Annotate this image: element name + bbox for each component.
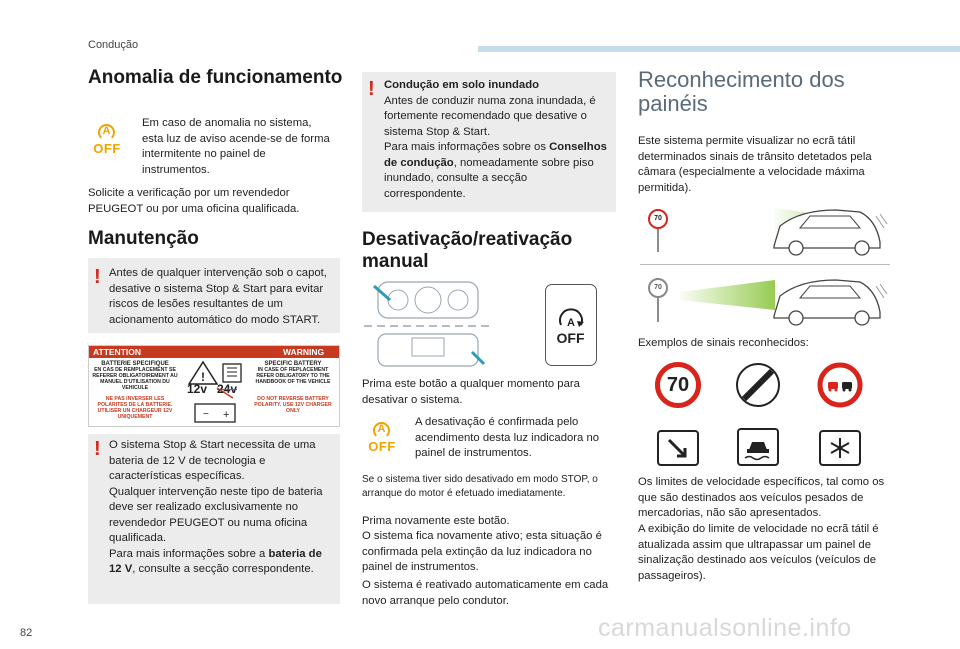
battery-warning-box xyxy=(88,434,340,604)
anomalia-indicator-text: Em caso de anomalia no sistema, esta luz de aviso acende-se de forma intermitente no painel de instrumentos. xyxy=(142,117,330,176)
label-left-body: EN CAS DE REMPLACEMENT SE REFERER OBLIGATOIREMENT AU MANUEL D'UTILISATION DU VEHICULE xyxy=(92,367,178,391)
manutencao-title: Manutenção xyxy=(88,228,199,249)
svg-text:A: A xyxy=(567,317,575,329)
stop-start-button[interactable] xyxy=(545,284,597,366)
section-label: Condução xyxy=(88,39,139,51)
examples-label: Exemplos de sinais reconhecidos: xyxy=(638,337,809,349)
flood-p1: Antes de conduzir numa zona inundada, é fortemente recomendado que desative o sistema Stop & Start. xyxy=(384,94,596,138)
desativacao-p1: Prima este botão a qualquer momento para desativar o sistema. xyxy=(362,378,580,406)
flood-warning-box xyxy=(362,72,616,212)
exit-arrow-sign-icon xyxy=(657,430,699,466)
reconhecimento-p1: Os limites de velocidade específicos, tal como os que são destinados aos veículos pesados de mercadorias, não são apresentados. xyxy=(638,476,885,519)
battery-warning-p2: Qualquer intervenção neste tipo de bateria deve ser realizado exclusivamente no revendedor PEUGEOT ou numa oficina qualificada. xyxy=(109,485,323,544)
label-left-bottom: NE PAS INVERSER LES POLARITES DE LA BATTERIE. UTILISER UN CHARGEUR 12V UNIQUEMENT xyxy=(97,396,173,420)
label-right-body: IN CASE OF REPLACEMENT REFER OBLIGATORY TO THE HANDBOOK OF THE VEHICLE xyxy=(255,367,331,385)
desativacao-p3: O sistema fica novamente ativo; esta situação é confirmada pela extinção da luz indicadora no painel de instrumentos. xyxy=(362,530,602,573)
desativacao-indicator-text: A desativação é confirmada pelo acendimento desta luz indicadora no painel de instrumentos. xyxy=(415,416,600,459)
reconhecimento-intro: Este sistema permite visualizar no ecrã tátil determinados sinais de trânsito detetados pela câmara (especialmente a velocidade máxima permitida). xyxy=(638,135,872,194)
flood-title: Condução em solo inundado xyxy=(384,79,540,91)
speed-sign-top: 70 xyxy=(648,209,668,229)
label-warning: WARNING xyxy=(283,347,325,357)
reconhecimento-p2: A exibição do limite de velocidade no ecrã tátil é atualizada assim que ultrapassar um painel de sinalização destinado aos veículos (veículos de passageiros). xyxy=(638,523,879,582)
battery-label-image xyxy=(88,345,340,427)
manutencao-warning-box xyxy=(88,258,340,333)
desativacao-small-note: Se o sistema tiver sido desativado em modo STOP, o arranque do motor é efetuado imediatamente. xyxy=(362,474,598,499)
no-overtaking-sign-icon xyxy=(817,362,863,408)
speed-limit-sign-icon: 70 xyxy=(655,362,701,408)
svg-text:−: − xyxy=(203,409,209,420)
snowflake-sign-icon xyxy=(819,430,861,466)
a-off-indicator-icon: A OFF xyxy=(93,125,121,156)
desativacao-title: Desativação/reativação manual xyxy=(362,229,573,272)
label-12v: 12v xyxy=(187,382,208,396)
header-bar xyxy=(478,46,960,52)
label-attention: ATTENTION xyxy=(93,347,142,357)
a-off-indicator-icon: A OFF xyxy=(368,423,396,454)
dashboard-illustration xyxy=(364,280,494,370)
wet-road-sign-icon xyxy=(737,428,779,466)
car-sign-illustration-bottom xyxy=(640,268,888,328)
exclamation-icon: ! xyxy=(94,266,101,288)
page-number: 82 xyxy=(20,627,33,639)
desativacao-p2: Prima novamente este botão. xyxy=(362,515,510,527)
label-24v: 24v xyxy=(217,382,238,396)
reconhecimento-title: Reconhecimento dos painéis xyxy=(638,67,845,116)
flood-p2: Para mais informações sobre os Conselhos de condução, nomeadamente sobre piso inundado, consulte a secção correspondente. xyxy=(384,141,607,200)
label-left-title: BATTERIE SPECIFIQUE xyxy=(101,361,169,367)
svg-text:+: + xyxy=(223,409,230,421)
end-of-restriction-sign-icon xyxy=(735,362,781,408)
svg-text:!: ! xyxy=(201,370,205,384)
anomalia-text: Solicite a verificação por um revendedor PEUGEOT ou por uma oficina qualificada. xyxy=(88,187,300,215)
battery-warning-p1: O sistema Stop & Start necessita de uma bateria de 12 V de tecnologia e características específicas. xyxy=(109,439,316,482)
battery-warning-p3: Para mais informações sobre a bateria de 12 V, consulte a secção correspondente. xyxy=(109,547,322,575)
label-right-title: SPECIFIC BATTERY xyxy=(264,361,322,367)
exclamation-icon: ! xyxy=(368,78,375,100)
anomalia-title: Anomalia de funcionamento xyxy=(88,67,343,88)
button-off-label: OFF xyxy=(556,330,585,346)
manutencao-warning-text: Antes de qualquer intervenção sob o capot, desative o sistema Stop & Start para evitar riscos de lesões resultantes de um acionamento automático do modo START. xyxy=(109,267,327,326)
label-right-bottom: DO NOT REVERSE BATTERY POLARITY. USE 12V CHARGER ONLY xyxy=(254,396,332,414)
car-sign-illustration-top xyxy=(640,198,888,258)
watermark: carmanualsonline.info xyxy=(598,614,852,642)
exclamation-icon: ! xyxy=(94,438,101,460)
illustration-divider xyxy=(640,264,890,265)
speed-sign-bottom: 70 xyxy=(648,278,668,298)
desativacao-p4: O sistema é reativado automaticamente em cada novo arranque pelo condutor. xyxy=(362,579,609,607)
